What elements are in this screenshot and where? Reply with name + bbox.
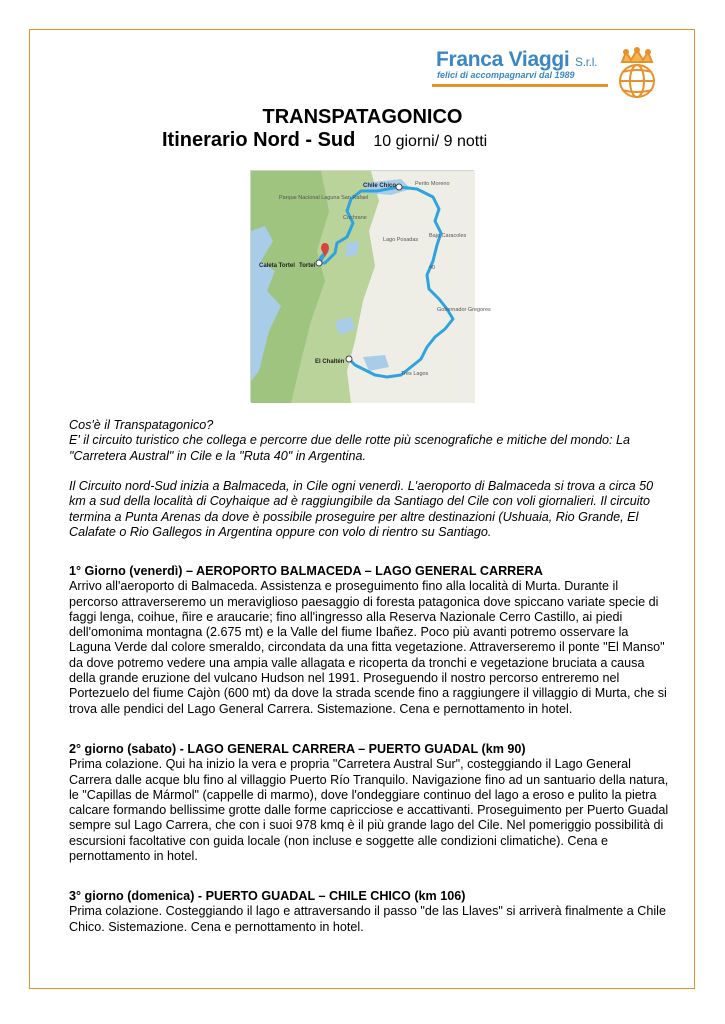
- map-label-tortel: Tortel: [299, 263, 316, 269]
- day-3-body: Prima colazione. Costeggiando il lago e attraversando il passo "de las Llaves" si arriverà finalmente a Chile Chico. Sistemazione. Cena e pernottamento in hotel.: [69, 904, 666, 934]
- map-label-parque-nacional: Parque Nacional Laguna San Rafael: [279, 195, 369, 201]
- map-label-perito-moreno: Perito Moreno: [415, 181, 450, 187]
- map-label-bajo-caracoles: Bajo Caracoles: [429, 233, 467, 239]
- map-label-gobernador-gregores: Gobernador Gregores: [437, 307, 491, 313]
- day-3-heading: 3° giorno (domenica) - PUERTO GUADAL – CHILE CHICO (km 106): [69, 889, 466, 903]
- intro-section: [69, 418, 669, 540]
- day-1-heading: 1° Giorno (venerdì) – AEROPORTO BALMACEDA – LAGO GENERAL CARRERA: [69, 564, 543, 578]
- day-2-body: Prima colazione. Qui ha inizio la vera e propria "Carretera Austral Sur", costeggiando il Lago General Carrera dalle acque blu fino al villaggio Puerto Río Tranquilo. Navigazione fino ad un santuario della natura, le "Capillas de Mármol" (cappelle di marmo), dove l'ondeggiare continuo del lago a eroso e pulito la pietra calcare formando bellissime grotte dalle forme capricciose e accattivanti. Proseguimento per Puerto Guadal sempre sul Lago Carrera, che con i suoi 978 kmq è il più grande lago del Cile. Nel pomeriggio possibilità di escursioni facoltative con guida locale (non incluse e soggette alle condizioni climatiche). Cena e pernottamento in hotel.: [69, 757, 669, 864]
- map-label-cochrane: Cochrane: [343, 215, 367, 221]
- itinerary-name: Itinerario Nord - Sud: [162, 129, 356, 151]
- map-label-chile-chico: Chile Chico: [363, 183, 397, 189]
- logo-name: Franca Viaggi S.r.l.: [436, 48, 598, 71]
- intro-answer: E' il circuito turistico che collega e percorre due delle rotte più scenografiche e mitiche del mondo: La "Carretera Austral" in Cile e la "Ruta 40" in Argentina.: [69, 433, 631, 463]
- map-label-caleta-tortel: Caleta Tortel: [259, 263, 295, 269]
- day-3-section: [69, 889, 669, 935]
- day-1-section: [69, 564, 669, 717]
- map-label-lago-posadas: Lago Posadas: [383, 237, 419, 243]
- day-2-heading: 2° giorno (sabato) - LAGO GENERAL CARRERA – PUERTO GUADAL (km 90): [69, 742, 526, 756]
- route-map: [250, 170, 491, 402]
- day-2-section: [69, 742, 669, 864]
- page-title: TRANSPATAGONICO: [262, 106, 463, 128]
- day-1-body: Arrivo all'aeroporto di Balmaceda. Assistenza e proseguimento fino alla località di Murta. Durante il percorso attraverseremo un meraviglioso paesaggio di foresta patagonica dove spiccano variate specie di faggi lenga, coihue, ñire e araucarie; fino all'ingresso alla Reserva Nazionale Cerro Castillo, ai piedi dell'omonima montagna (2.675 mt) e la Valle del fiume Ibañez. Poco più avanti potremo osservare la Laguna Verde dal colore smeraldo, circondata da una fitta vegetazione. Attraverseremo il ponte "El Manso" da dove potremo vedere una ampia valle allagata e ricoperta da tronchi e vegetazione bruciata a causa della grande eruzione del vulcano Hudson nel 1991. Proseguendo il nostro percorso entreremo nel Portezuelo del fiume Cajòn (600 mt) da dove la strada scende fino a raggiungere il villaggio di Murta, che si trova alle pendici del Lago General Carrera. Sistemazione. Cena e pernottamento in hotel.: [69, 579, 667, 716]
- map-label-el-chalten: El Chaltén: [315, 359, 345, 365]
- logo-tagline: felici di accompagnarvi dal 1989: [437, 70, 575, 80]
- intro-details: Il Circuito nord-Sud inizia a Balmaceda, in Cile ogni venerdì. L'aeroporto di Balmaceda si trova a circa 50 km a sud della località di Coyhaique ad è raggiungibile da Santiago del Cile con voli giornalieri. Il circuito termina a Punta Arenas da dove è possibile proseguire per altre destinazioni (Ushuaia, Rio Grande, El Calafate o Rio Gallegos in Argentina oppure con volo di rientro su Santiago.: [69, 479, 654, 540]
- company-logo: [432, 44, 662, 104]
- trip-duration: 10 giorni/ 9 notti: [373, 133, 488, 150]
- page-subtitle: [162, 129, 487, 152]
- map-label-tres-lagos: Tres Lagos: [401, 371, 429, 377]
- logo-underline: [432, 84, 608, 87]
- crown-globe-emblem-icon: [614, 48, 660, 100]
- map-label-ruta-40: 40: [429, 265, 436, 271]
- intro-question: Cos'è il Transpatagonico?: [69, 418, 214, 432]
